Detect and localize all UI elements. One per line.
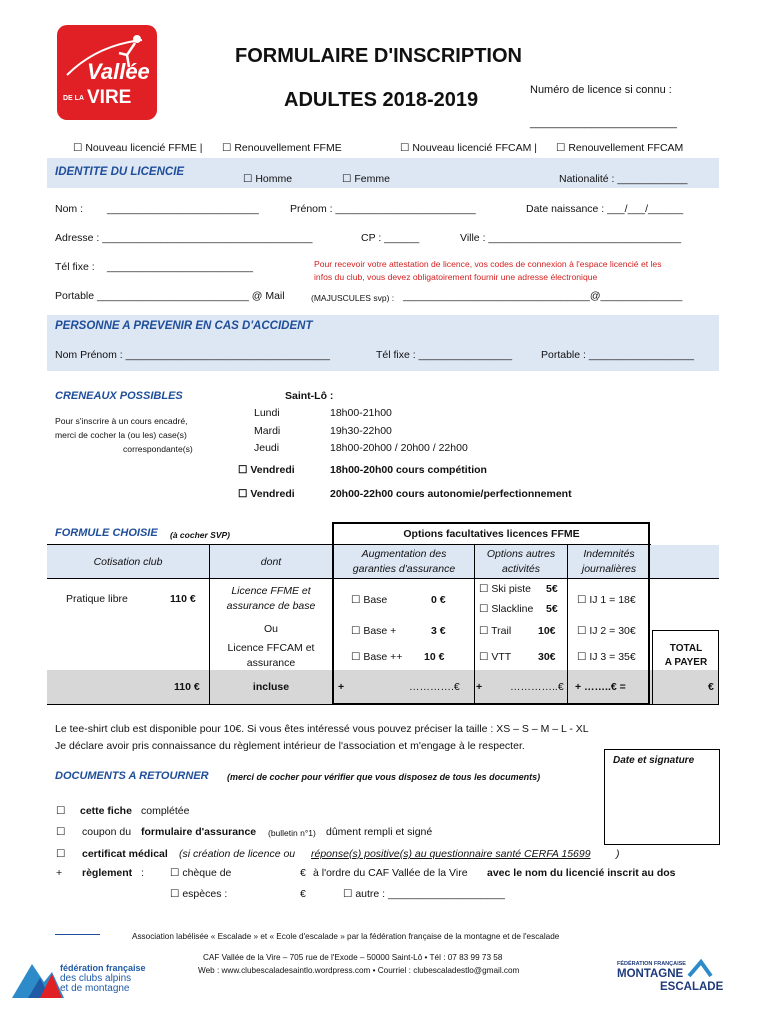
doc-certificat-bold: certificat médical [82,848,168,860]
accident-portable-field[interactable]: Portable : __________________ [541,349,694,361]
adresse-field[interactable]: Adresse : ____________________________________ [55,232,313,244]
creneaux-title: CRENEAUX POSSIBLES [55,390,183,402]
licence-ffcam-1: Licence FFCAM et [227,642,315,654]
naissance-field[interactable]: Date naissance : ___/___/______ [526,203,684,215]
signature-label: Date et signature [613,755,695,766]
creneaux-lieu: Saint-Lô : [285,390,334,402]
doc-assurance-text-c: dûment rempli et signé [326,826,433,838]
portable-mail-field[interactable]: Portable __________________________ @ Mail [55,290,285,302]
doc-assurance-bold: formulaire d'assurance [141,826,257,838]
doc-checkbox-assurance[interactable]: ☐ [56,826,66,838]
creneau-day-lundi: Lundi [254,407,280,419]
ffcam-line2: des clubs alpins [60,973,132,984]
options-title: Options facultatives licences FFME [403,528,580,540]
page-title: FORMULAIRE D'INSCRIPTION [235,45,522,67]
doc-plus-reglement: + [56,867,63,879]
accident-tel-field[interactable]: Tél fixe : ________________ [376,349,513,361]
base-plus-price: 3 € [431,625,446,637]
cp-field[interactable]: CP : ______ [361,232,420,244]
ffme-line2: MONTAGNE [617,968,684,980]
ou-label: Ou [263,623,278,635]
footer-association: Association labélisée « Escalade » et « Ecole d'escalade » par la fédération française de la montagne et de l'escalade [132,932,560,941]
header-indemnites-2: journalières [581,563,637,575]
creneaux-note-1: Pour s'inscrire à un cours encadré, [55,416,188,426]
creneau-day-jeudi: Jeudi [254,442,280,454]
majuscules-note: (MAJUSCULES svp) : [311,293,395,303]
page-subtitle: ADULTES 2018-2019 [284,89,479,111]
mountain-icon [10,952,64,1000]
documents-title: DOCUMENTS A RETOURNER [55,770,209,782]
doc-assurance-text-a: coupon du [82,826,132,838]
footer-ij-total[interactable]: + ……..€ = [575,681,626,693]
header-dont: dont [260,556,282,568]
declaration-text: Je déclare avoir pris connaissance du règlement intérieur de l'association et m'engage à le respecter. [55,740,525,752]
checkbox-renouvellement-ffme[interactable]: ☐ Renouvellement FFME [222,142,342,154]
header-augmentation-1: Augmentation des [361,548,447,560]
checkbox-cheque[interactable]: ☐ chèque de [170,867,232,879]
checkbox-vtt[interactable]: ☐ VTT [479,651,512,663]
checkbox-nouveau-ffcam[interactable]: ☐ Nouveau licencié FFCAM | [400,142,538,154]
checkbox-especes[interactable]: ☐ espèces : [170,888,228,900]
checkbox-renouvellement-ffcam[interactable]: ☐ Renouvellement FFCAM [556,142,684,154]
logo-text-delavire: DE LA [63,95,84,102]
footer-incluse: incluse [252,681,290,693]
checkbox-ij1[interactable]: ☐ IJ 1 = 18€ [577,594,636,606]
logo-text-vire: VIRE [87,87,132,108]
ffme-logo [615,958,745,998]
club-logo [57,25,157,120]
logo-text-vallee: Vallée [87,59,150,84]
ski-piste-price: 5€ [546,583,558,595]
doc-reglement-colon: : [141,867,144,879]
footer-divider [55,934,100,935]
doc-assurance-bulletin: (bulletin n°1) [268,828,316,838]
vtt-price: 30€ [538,651,556,663]
tel-label: Tél fixe : [55,261,95,273]
doc-certificat-underline: réponse(s) positive(s) au questionnaire santé CERFA 15699 [311,848,591,860]
total-label-2: A PAYER [664,657,708,668]
formule-subtitle: (à cocher SVP) [170,530,230,540]
footer-plus-1: + [338,681,345,693]
nationalite-field[interactable]: Nationalité : ____________ [559,173,688,185]
slackline-price: 5€ [546,603,558,615]
prenom-field[interactable]: Prénom : ________________________ [290,203,476,215]
checkbox-base-plus-plus[interactable]: ☐ Base ++ [351,651,403,663]
footer-plus-2: + [476,681,483,693]
mail-field[interactable]: ________________________________@______________ [403,290,683,302]
pratique-libre-price: 110 € [170,593,196,605]
teeshirt-text: Le tee-shirt club est disponible pour 10€. Si vous êtes intéressé vous pouvez préciser la taille : XS – S – M – L - XL [55,723,589,735]
header-options-1: Options autres [486,548,556,560]
doc-certificat-italic: (si création de licence ou [179,848,296,860]
email-note-line1: Pour recevoir votre attestation de licence, vos codes de connexion à l'espace licencié et les [314,259,662,269]
ffme-line3: ESCALADE [660,981,724,993]
ffcam-line1: fédération française [60,963,146,973]
ordre-text: à l'ordre du CAF Vallée de la Vire [313,867,468,879]
header-options-2: activités [502,563,540,575]
checkbox-ij3[interactable]: ☐ IJ 3 = 35€ [577,651,636,663]
creneau-time-jeudi: 18h00-20h00 / 20h00 / 22h00 [330,442,468,454]
creneaux-note-2: merci de cocher la (ou les) case(s) [55,430,187,440]
footer-options-total[interactable]: …………..€ [510,681,564,693]
doc-fiche-text: complétée [141,805,190,817]
checkbox-trail[interactable]: ☐ Trail [479,625,512,637]
vendredi-autonomie-time: 20h00-22h00 cours autonomie/perfectionnement [330,488,572,500]
especes-euro[interactable]: € [300,888,306,900]
checkbox-vendredi-autonomie[interactable]: ☐ Vendredi [238,488,295,500]
tel-field[interactable]: _________________________ [107,261,253,273]
ville-field[interactable]: Ville : _________________________________ [460,232,682,244]
checkbox-nouveau-ffme[interactable]: ☐ Nouveau licencié FFME | [73,142,203,154]
header-cotisation: Cotisation club [93,556,163,568]
licence-ffcam-2: assurance [246,657,296,669]
accident-nom-field[interactable]: Nom Prénom : ___________________________________ [55,349,330,361]
checkbox-ski-piste[interactable]: ☐ Ski piste [479,583,532,595]
footer-price: 110 € [174,681,200,693]
doc-reglement-bold: règlement [82,867,133,879]
doc-checkbox-fiche[interactable]: ☐ [56,805,66,817]
checkbox-homme[interactable]: ☐ Homme [243,173,293,185]
licence-number-label: Numéro de licence si connu : [530,84,672,96]
licence-number-field[interactable]: ________________________ [530,117,677,129]
footer-web: Web : www.clubescaladesaintlo.wordpress.com • Courriel : clubescaladestlo@gmail.com [198,966,520,975]
header-augmentation-2: garanties d'assurance [352,563,456,575]
doc-fiche-bold: cette fiche [80,805,132,817]
doc-certificat-close: ) [616,848,620,860]
checkbox-base-plus[interactable]: ☐ Base + [351,625,397,637]
header-indemnites-1: Indemnités [583,548,635,560]
footer-assurance-total[interactable]: ………….€ [409,681,460,693]
checkbox-base[interactable]: ☐ Base [351,594,388,606]
doc-checkbox-certificat[interactable]: ☐ [56,848,66,860]
ffcam-logo [10,952,160,1002]
checkbox-autre[interactable]: ☐ autre : ____________________ [343,888,505,900]
base-price: 0 € [431,594,446,606]
total-label-1: TOTAL [669,643,703,654]
footer-address: CAF Vallée de la Vire – 705 rue de l'Exode – 50000 Saint-Lô • Tél : 07 83 99 73 58 [203,953,503,962]
checkbox-vendredi-competition[interactable]: ☐ Vendredi [238,464,295,476]
licence-ffme-2: assurance de base [226,600,316,612]
licence-ffme-1: Licence FFME et [231,585,311,597]
accident-title: PERSONNE A PREVENIR EN CAS D'ACCIDENT [55,320,313,332]
creneau-time-lundi: 18h00-21h00 [330,407,392,419]
ordre-bold: avec le nom du licencié inscrit au dos [487,867,676,879]
ffme-line1: FÉDÉRATION FRANÇAISE [617,961,686,967]
cheque-euro[interactable]: € [300,867,306,879]
email-note-line2: infos du club, vous devez obligatoirement fournir une adresse électronique [314,272,598,282]
formule-title: FORMULE CHOISIE [55,527,158,539]
creneaux-note-3: correspondante(s) [123,444,193,454]
base-plus-plus-price: 10 € [424,651,445,663]
checkbox-slackline[interactable]: ☐ Slackline [479,603,534,615]
nom-label: Nom : [55,203,84,215]
nom-field[interactable]: __________________________ [107,203,259,215]
trail-price: 10€ [538,625,556,637]
creneau-time-mardi: 19h30-22h00 [330,425,392,437]
ffme-arrow-icon [687,958,713,980]
checkbox-femme[interactable]: ☐ Femme [342,173,390,185]
checkbox-ij2[interactable]: ☐ IJ 2 = 30€ [577,625,636,637]
creneau-day-mardi: Mardi [254,425,281,437]
footer-total-euro[interactable]: € [708,681,714,693]
ffcam-line3: et de montagne [60,983,130,994]
documents-subtitle: (merci de cocher pour vérifier que vous disposez de tous les documents) [227,772,541,782]
vendredi-competition-time: 18h00-20h00 cours compétition [330,464,487,476]
pratique-libre-label: Pratique libre [66,593,128,605]
identite-title: IDENTITE DU LICENCIE [55,166,185,178]
